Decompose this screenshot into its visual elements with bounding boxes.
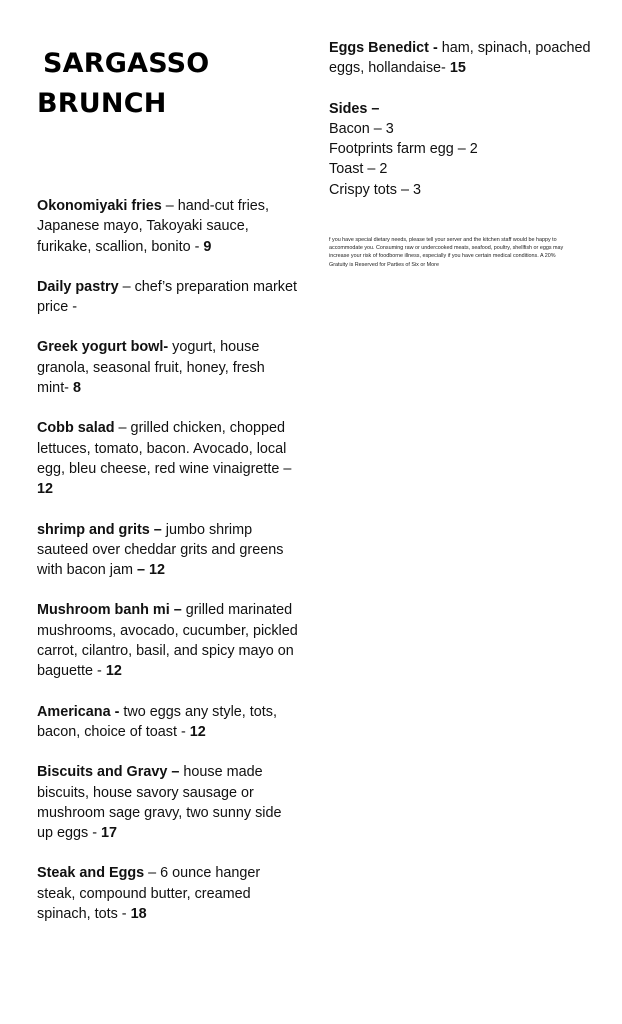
item-description: two eggs any style, tots, bacon, choice of toast - — [37, 703, 277, 740]
item-price: 12 — [105, 663, 122, 680]
left-menu-column — [37, 196, 299, 944]
item-name: Mushroom banh mi – — [37, 602, 182, 619]
right-menu-column — [329, 38, 599, 274]
item-name: Cobb salad — [37, 420, 115, 437]
sides-section — [329, 99, 599, 200]
menu-item-steak-and-eggs — [37, 863, 299, 924]
side-item: Bacon – 3 — [329, 120, 394, 137]
side-item: Footprints farm egg – 2 — [329, 141, 478, 158]
item-price: 17 — [101, 825, 118, 842]
side-item: Crispy tots – 3 — [329, 181, 421, 198]
menu-item-americana — [37, 702, 299, 743]
item-price: 12 — [37, 481, 54, 498]
item-description: – hand-cut fries, Japanese mayo, Takoyaki sauce, furikake, scallion, bonito - — [37, 198, 269, 255]
item-price: 15 — [449, 60, 466, 77]
item-description: – chef’s preparation market price - — [37, 278, 297, 316]
sides-list — [329, 119, 599, 200]
item-name: Eggs Benedict - — [329, 40, 438, 56]
menu-item-cobb-salad — [37, 418, 299, 499]
item-price: 8 — [72, 380, 81, 397]
dietary-notice: f you have special dietary needs, please tell your server and the kitchen staff would be happy to accommodate you. Consuming raw or undercooked meats, seafood, poultry, shellfish or eggs may increase your risk of foodborne illness, especially if you have certain medical conditions. A 20% Gratuity is Reserved for Parties of Six or More — [329, 237, 564, 268]
item-price: 9 — [203, 238, 212, 255]
item-name: Americana - — [37, 703, 120, 720]
item-price: 18 — [130, 906, 147, 923]
item-price: – 12 — [136, 562, 165, 579]
menu-item-biscuits-and-gravy — [37, 762, 299, 843]
sides-heading: Sides – — [329, 100, 380, 117]
item-description: yogurt, house granola, seasonal fruit, honey, fresh mint- — [37, 339, 265, 397]
menu-item-shrimp-and-grits — [37, 520, 299, 581]
item-description: house made biscuits, house savory sausage or mushroom sage gravy, two sunny side up eggs - — [37, 764, 282, 842]
item-name: shrimp and grits – — [37, 521, 162, 538]
item-name: Okonomiyaki fries — [37, 198, 162, 214]
item-name: Steak and Eggs — [37, 865, 145, 882]
menu-item-eggs-benedict — [329, 38, 599, 79]
menu-title — [37, 44, 297, 124]
menu-title-line2: BRUNCH — [37, 88, 167, 119]
item-description: jumbo shrimp sauteed over cheddar grits and greens with bacon jam — [37, 521, 284, 579]
item-description: – grilled chicken, chopped lettuces, tomato, bacon. Avocado, local egg, bleu cheese, red wine vinaigrette – — [37, 420, 292, 477]
item-price: 12 — [189, 723, 206, 740]
side-item: Toast – 2 — [329, 161, 388, 178]
item-name: Biscuits and Gravy – — [37, 764, 180, 781]
item-description: – 6 ounce hanger steak, compound butter, creamed spinach, tots - — [37, 865, 261, 923]
menu-item-greek-yogurt-bowl — [37, 337, 299, 398]
menu-item-mushroom-banh-mi — [37, 600, 299, 681]
item-name: Daily pastry — [37, 278, 119, 295]
menu-title-line1: SARGASSO — [43, 48, 210, 79]
item-description: grilled marinated mushrooms, avocado, cucumber, pickled carrot, cilantro, basil, and spicy mayo on baguette - — [37, 602, 298, 680]
menu-item-okonomiyaki-fries — [37, 196, 299, 257]
item-name: Greek yogurt bowl- — [37, 339, 169, 356]
item-description: ham, spinach, poached eggs, hollandaise- — [329, 40, 591, 77]
menu-item-daily-pastry — [37, 277, 299, 318]
